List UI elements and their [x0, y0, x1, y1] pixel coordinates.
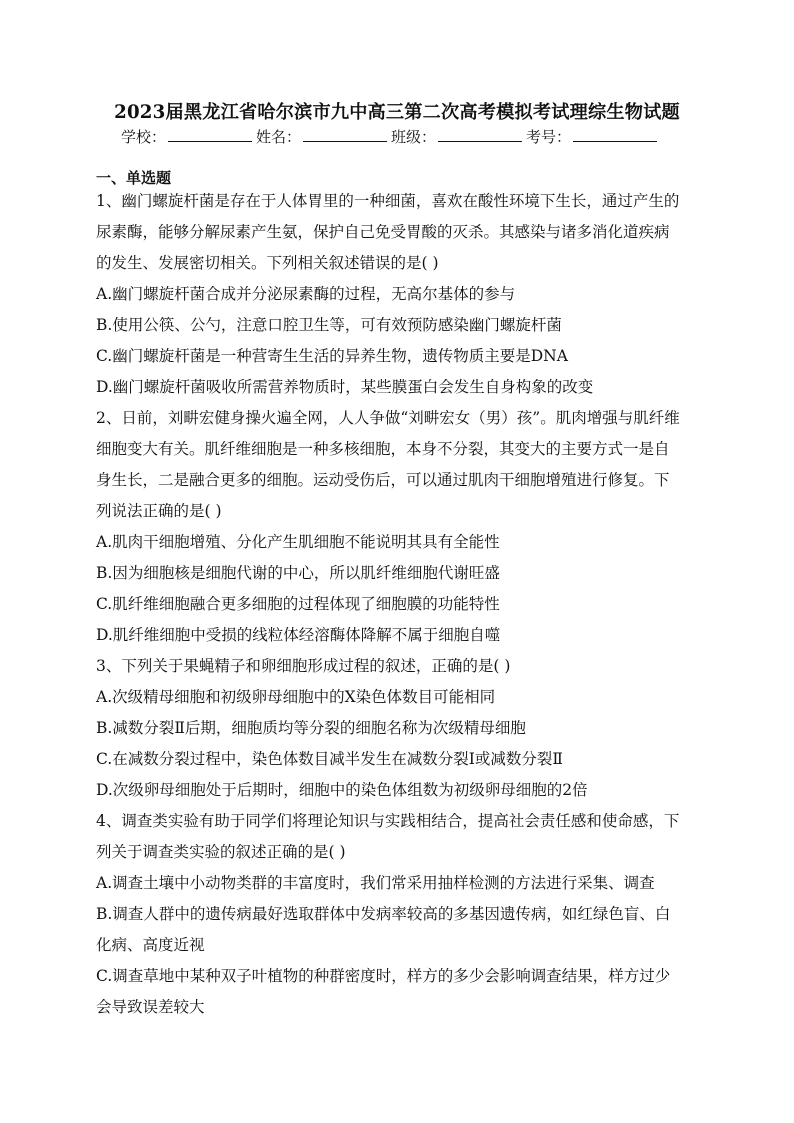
q3-option-d: D.次级卵母细胞处于后期时，细胞中的染色体组数为初级卵母细胞的2倍	[96, 781, 588, 799]
q1-option-d: D.幽门螺旋杆菌吸收所需营养物质时，某些膜蛋白会发生自身构象的改变	[96, 378, 594, 396]
class-blank	[438, 127, 522, 142]
number-blank	[573, 127, 657, 142]
q2-stem-line-3: 身生长，二是融合更多的细胞。运动受伤后，可以通过肌肉干细胞增殖进行修复。下	[96, 471, 670, 489]
q4-option-b-line-1: B.调查人群中的遗传病最好选取群体中发病率较高的多基因遗传病，如红绿色盲、白	[96, 905, 671, 923]
school-field	[121, 126, 256, 147]
q4-option-c-line-2: 会导致误差较大	[96, 998, 205, 1016]
number-label: 考号：	[526, 128, 572, 146]
q2-option-b: B.因为细胞核是细胞代谢的中心，所以肌纤维细胞代谢旺盛	[96, 564, 500, 582]
q4-option-c-line-1: C.调查草地中某种双子叶植物的种群密度时，样方的多少会影响调查结果，样方过少	[96, 967, 671, 985]
q2-stem-line-4: 列说法正确的是( )	[96, 502, 222, 520]
q2-option-c: C.肌纤维细胞融合更多细胞的过程体现了细胞膜的功能特性	[96, 595, 500, 613]
q2-stem-line-1: 2、日前，刘畊宏健身操火遍全网，人人争做“刘畊宏女（男）孩”。肌肉增强与肌纤维	[96, 409, 680, 427]
q4-stem-line-1: 4、调查类实验有助于同学们将理论知识与实践相结合，提高社会责任感和使命感，下	[96, 812, 680, 830]
q4-option-a: A.调查土壤中小动物类群的丰富度时，我们常采用抽样检测的方法进行采集、调查	[96, 874, 655, 892]
school-blank	[168, 127, 252, 142]
q4-stem-line-2: 列关于调查类实验的叙述正确的是( )	[96, 843, 346, 861]
q3-option-b: B.减数分裂Ⅱ后期，细胞质均等分裂的细胞名称为次级精母细胞	[96, 719, 526, 737]
student-info-row	[121, 126, 661, 147]
page-title: 2023届黑龙江省哈尔滨市九中高三第二次高考模拟考试理综生物试题	[114, 102, 680, 123]
q3-stem-line-1: 3、下列关于果蝇精子和卵细胞形成过程的叙述，正确的是( )	[96, 657, 511, 675]
q1-stem-line-1: 1、幽门螺旋杆菌是存在于人体胃里的一种细菌，喜欢在酸性环境下生长，通过产生的	[96, 192, 680, 210]
class-field	[391, 126, 526, 147]
class-label: 班级：	[391, 128, 437, 146]
name-field	[256, 126, 391, 147]
q2-option-d: D.肌纤维细胞中受损的线粒体经溶酶体降解不属于细胞自噬	[96, 626, 501, 644]
name-blank	[303, 127, 387, 142]
q4-option-b-line-2: 化病、高度近视	[96, 936, 205, 954]
q1-stem-line-3: 的发生、发展密切相关。下列相关叙述错误的是( )	[96, 254, 439, 272]
q1-stem-line-2: 尿素酶，能够分解尿素产生氨，保护自己免受胃酸的灭杀。其感染与诸多消化道疾病	[96, 223, 670, 241]
q2-stem-line-2: 细胞变大有关。肌纤维细胞是一种多核细胞，本身不分裂，其变大的主要方式一是自	[96, 440, 670, 458]
section-heading: 一、单选题	[96, 169, 172, 187]
q3-option-a: A.次级精母细胞和初级卵母细胞中的X染色体数目可能相同	[96, 688, 496, 706]
q1-option-b: B.使用公筷、公勺，注意口腔卫生等，可有效预防感染幽门螺旋杆菌	[96, 316, 562, 334]
q1-option-c: C.幽门螺旋杆菌是一种营寄生生活的异养生物，遗传物质主要是DNA	[96, 347, 568, 365]
name-label: 姓名：	[256, 128, 302, 146]
q2-option-a: A.肌肉干细胞增殖、分化产生肌细胞不能说明其具有全能性	[96, 533, 500, 551]
q3-option-c: C.在减数分裂过程中，染色体数目减半发生在减数分裂Ⅰ或减数分裂Ⅱ	[96, 750, 563, 768]
q1-option-a: A.幽门螺旋杆菌合成并分泌尿素酶的过程，无高尔基体的参与	[96, 285, 516, 303]
school-label: 学校：	[121, 128, 167, 146]
number-field	[526, 126, 661, 147]
